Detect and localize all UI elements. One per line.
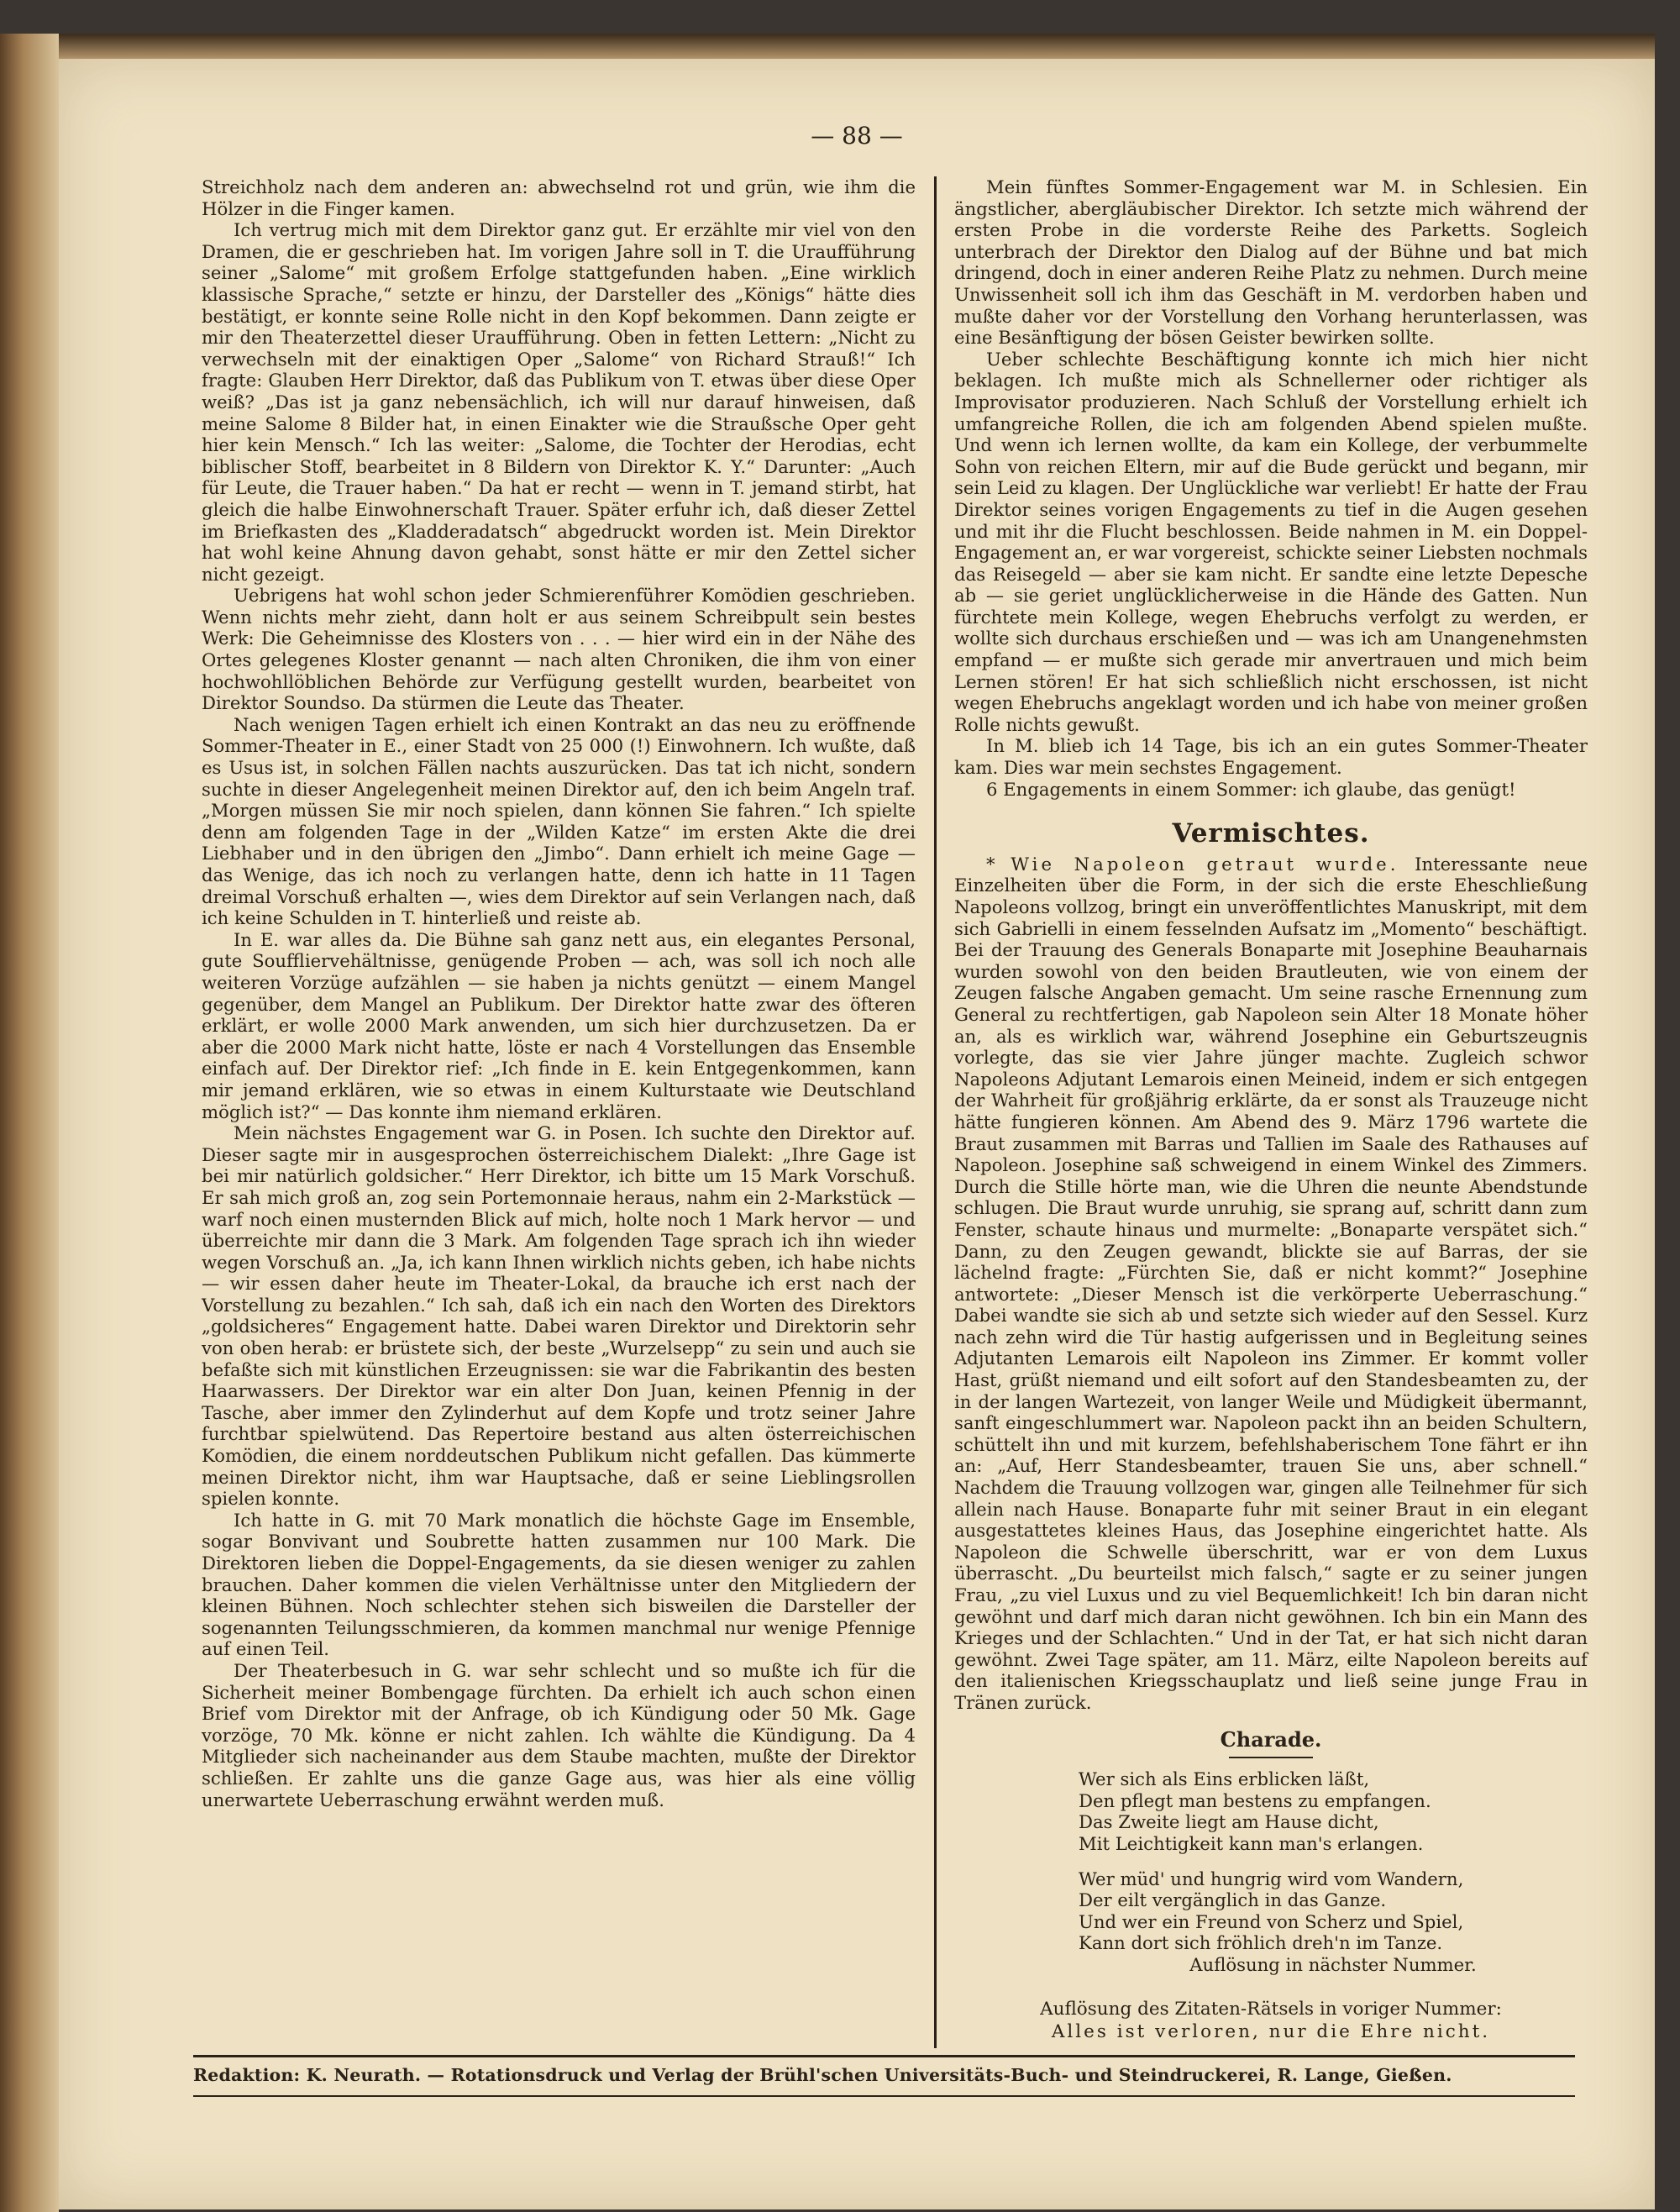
riddle-resolution <box>954 1998 1588 2043</box>
footer-rule <box>193 2055 1575 2057</box>
paragraph: Ueber schlechte Beschäftigung konnte ich mich hier nicht beklagen. Ich mußte mich als Schnellerner oder richtiger als Improvisator produzieren. Nach Schluß der Vorstellung erhielt ich umfangreiche Rollen, die ich am folgenden Abend spielen mußte. Und wenn ich lernen wollte, da kam ein Kollege, der verbummelte Sohn von reichen Eltern, mir auf die Bude gerückt und begann, mir sein Leid zu klagen. Der Unglückliche war verliebt! Er hatte der Frau Direktor seines vorigen Engagements zu tief in die Augen gesehen und mit ihr die Flucht beschlossen. Beide nahmen in M. ein Doppel-Engagement an, er war vorgereist, schickte seiner Liebsten nochmals das Reisegeld — aber sie kam nicht. Er sandte eine letzte Depesche ab — sie geriet unglücklicherweise in die Hände des Gatten. Nun fürchtete mein Kollege, wegen Ehebruchs verfolgt zu werden, er wollte sich durchaus erschießen und — was ich am Unangenehmsten empfand — er mußte sich gerade mir anvertrauen und mich beim Lernen stören! Er hat sich schließlich nicht erschossen, ist nicht wegen Ehebruchs angeklagt worden und ich habe von meiner großen Rolle nichts gewußt. <box>954 348 1588 735</box>
charade-poem <box>1047 1768 1588 1975</box>
right-column <box>954 176 1588 2043</box>
article-headline: Wie Napoleon getraut wurde. <box>1011 853 1399 875</box>
page-number: — 88 — <box>811 122 903 150</box>
paragraph: Nach wenigen Tagen erhielt ich einen Kontrakt an das neu zu eröffnende Sommer-Theater in E., einer Stadt von 25 000 (!) Einwohnern. Ich wußte, daß es Usus ist, in solchen Fällen nachts auszurücken. Das tat ich nicht, sondern suchte in dieser Angelegenheit meinen Direktor auf, den ich beim Angeln traf. „Morgen müssen Sie mir noch spielen, dann können Sie fahren.“ Ich spielte denn am folgenden Tage in der „Wilden Katze“ im ersten Akte die drei Liebhaber und in den übrigen den „Jimbo“. Dann erhielt ich meine Gage — das Wenige, das ich noch zu verlangen hatte, denn ich hatte in 11 Tagen dreimal Vorschuß erhalten —, wies dem Direktor auf sein Verlangen nach, daß ich keine Schulden in T. hinterließ und reiste ab. <box>202 713 916 929</box>
poem-stanza <box>1047 1868 1588 1976</box>
paragraph: Streichholz nach dem anderen an: abwechselnd rot und grün, wie ihm die Hölzer in die Finger kamen. <box>202 176 916 219</box>
imprint-footer: Redaktion: K. Neurath. — Rotationsdruck und Verlag der Brühl'schen Universitäts-Buch- und Steindruckerei, R. Lange, Gießen. <box>193 2065 1452 2085</box>
paragraph: Mein nächstes Engagement war G. in Posen. Ich suchte den Direktor auf. Dieser sagte mir in ausgesprochen österreichischem Dialekt: „Ihre Gage ist bei mir natürlich goldsicher.“ Herr Direktor, ich bitte um 15 Mark Vorschuß. Er sah mich groß an, zog sein Portemonnaie heraus, nahm ein 2-Markstück — warf noch einen musternden Blick auf mich, holte noch 1 Mark hervor — und überreichte mir dann die 3 Mark. Am folgenden Tage sprach ich ihn wieder wegen Vorschuß an. „Ja, ich kann Ihnen wirklich nichts geben, ich habe nichts — wir essen daher heute im Theater-Lokal, da brauche ich erst nach der Vorstellung zu bezahlen.“ Ich sah, daß ich ein nach den Worten des Direktors „goldsicheres“ Engagement hatte. Dabei waren Direktor und Direktorin sehr von oben herab: er brüstete sich, der beste „Wurzelsepp“ zu sein und auch sie befaßte sich mit künstlichen Erzeugnissen: sie war die Fabrikantin des besten Haarwassers. Der Direktor war ein alter Don Juan, keinen Pfennig in der Tasche, aber immer den Zylinderhut auf dem Kopfe und trotz seiner Jahre furchtbar spielwütend. Das Repertoire bestand aus alten österreichischen Komödien, die einem norddeutschen Publikum nicht gefallen. Das kümmerte meinen Direktor nicht, ihm war Hauptsache, daß er seine Lieblingsrollen spielen konnte. <box>202 1122 916 1510</box>
paragraph: Mein fünftes Sommer-Engagement war M. in Schlesien. Ein ängstlicher, abergläubischer Direktor. Ich setzte mich während der ersten Probe in die vorderste Reihe des Parketts. Sogleich unterbrach der Direktor den Dialog auf der Bühne und bat mich dringend, doch in einer anderen Reihe Platz zu nehmen. Durch meine Unwissenheit soll ich ihm das Geschäft in M. verdorben haben und mußte daher vor der Vorstellung den Vorhang herunterlassen, was eine Besänftigung der bösen Geister bewirken sollte. <box>954 176 1588 349</box>
page-edge-left <box>0 34 59 2212</box>
paragraph: In E. war alles da. Die Bühne sah ganz nett aus, ein elegantes Personal, gute Souffliervehältnisse, genügende Proben — ach, was soll ich noch alle weiteren Vorzüge aufzählen — sie haben ja nichts genützt — einem Mangel gegenüber, dem Mangel an Publikum. Der Direktor hatte zwar des öfteren erklärt, er wolle 2000 Mark anwenden, um sich hier durchzusetzen. Da er aber die 2000 Mark nicht hatte, löste er nach 4 Vorstellungen das Ensemble einfach auf. Der Direktor rief: „Ich finde in E. kein Entgegenkommen, kann mir jemand erklären, wie so etwas in einem Kulturstaate wie Deutschland möglich ist?“ — Das konnte ihm niemand erklären. <box>202 928 916 1122</box>
poem-line: Wer müd' und hungrig wird vom Wandern, <box>1079 1868 1464 1889</box>
section-title: Vermischtes. <box>1172 818 1370 849</box>
paragraph: Der Theaterbesuch in G. war sehr schlecht und so mußte ich für die Sicherheit meiner Bombengage fürchten. Da erhielt ich auch schon einen Brief vom Direktor mit der Anfrage, ob ich Kündigung oder 50 Mk. Gage vorzöge, 70 Mk. könne er nicht zahlen. Ich wählte die Kündigung. Da 4 Mitglieder sich nacheinander aus dem Staube machten, mußte der Direktor schließen. Er zahlte uns die ganze Gage aus, was hier als eine völlig unerwartete Ueberraschung erwähnt werden muß. <box>202 1659 916 1810</box>
paragraph: Ich vertrug mich mit dem Direktor ganz gut. Er erzählte mir viel von den Dramen, die er geschrieben hat. Im vorigen Jahre soll in T. die Uraufführung seiner „Salome“ mit großem Erfolge stattgefunden haben. „Eine wirklich klassische Sprache,“ setzte er hinzu, der Darsteller des „Königs“ hätte dies bestätigt, er konnte seine Rolle nicht in den Kopf bekommen. Dann zeigte er mir den Theaterzettel dieser Uraufführung. Oben in fetten Lettern: „Nicht zu verwechseln mit der einaktigen Oper „Salome“ von Richard Strauß!“ Ich fragte: Glauben Herr Direktor, daß das Publikum von T. etwas über diese Oper weiß? „Das ist ja ganz nebensächlich, ich will nur darauf hinweisen, daß meine Salome 8 Bilder hat, in einen Einakter wie die Straußsche Oper geht hier kein Mensch.“ Ich las weiter: „Salome, die Tochter der Herodias, echt biblischer Stoff, bearbeitet in 8 Bildern von Direktor K. Y.“ Darunter: „Auch für Leute, die Trauer haben.“ Da hat er recht — wenn in T. jemand stirbt, hat gleich die halbe Einwohnerschaft Trauer. Später erfuhr ich, daß dieser Zettel im Briefkasten des „Kladderadatsch“ abgedruckt worden ist. Mein Direktor hat wohl keine Ahnung davon gehabt, sonst hätte er mir den Zettel sicher nicht gezeigt. <box>202 219 916 585</box>
poem-line: Mit Leichtigkeit kann man's erlangen. <box>1079 1832 1424 1854</box>
poem-line: Das Zweite liegt am Hause dicht, <box>1079 1811 1379 1833</box>
title-rule <box>1229 1757 1313 1758</box>
miscellany-article: * Wie Napoleon getraut wurde. Interessante neue Einzelheiten über die Form, in der sich die erste Eheschließung Napoleons vollzog, bringt ein unveröffentlichtes Manuskript, mit dem sich Gabrielli in einem fesselnden Aufsatz im „Momento“ beschäftigt. Bei der Trauung des Generals Bonaparte mit Josephine Beauharnais wurden sowohl von den beiden Brautleuten, wie von einem der Zeugen falsche Angaben gemacht. Um seine rasche Ernennung zum General zu rechtfertigen, gab Napoleon sein Alter 18 Monate höher an, als es wirklich war, während Josephine ein Geburtszeugnis vorlegte, das sie vier Jahre jünger machte. Zugleich schwor Napoleons Adjutant Lemarois einen Meineid, indem er sich entgegen der Wahrheit für großjährig erklärte, da er sonst als Trauzeuge nicht hätte fungieren können. Am Abend des 9. März 1796 wartete die Braut zusammen mit Barras und Tallien im Saale des Rathauses auf Napoleon. Josephine saß schweigend in einem Winkel des Zimmers. Durch die Stille hörte man, wie die Uhren die neunte Abendstunde schlugen. Die Braut wurde unruhig, sie sprang auf, schritt dann zum Fenster, schaute hinaus und murmelte: „Bonaparte verspätet sich.“ Dann, zu den Zeugen gewandt, blickte sie auf Barras, der sie lächelnd fragte: „Fürchten Sie, daß er nicht kommt?“ Josephine antwortete: „Dieser Mensch ist die verkörperte Ueberraschung.“ Dabei wandte sie sich ab und setzte sich wieder auf den Sessel. Kurz nach zehn wird die Tür hastig aufgerissen und in Begleitung seines Adjutanten Lemarois eilt Napoleon ins Zimmer. Er kommt voller Hast, grüßt niemand und eilt sofort auf den Standesbeamten zu, der in der langen Wartezeit, von langer Weile und Müdigkeit übermannt, sanft eingeschlummert war. Napoleon packt ihn an beiden Schultern, schüttelt ihn und mit kurzem, befehlshaberischem Tone fährt er ihn an: „Auf, Herr Standesbeamter, trauen Sie uns, aber schnell.“ Nachdem die Trauung vollzogen war, gingen alle Teilnehmer für sich allein nach Hause. Bonaparte fuhr mit seiner Braut in ein elegant ausgestattetes kleines Haus, das Josephine eingerichtet hatte. Als Napoleon die Schwelle überschritt, war er von dem Luxus überrascht. „Du beurteilst mich falsch,“ sagte er zu seiner jungen Frau, „zu viel Luxus und zu viel Bequemlichkeit! Ich bin daran nicht gewöhnt und darf mich daran nicht gewöhnen. Ich bin ein Mann des Krieges und der Schlachten.“ Und in der Tat, er hat sich nicht daran gewöhnt. Zwei Tage später, am 11. März, eilte Napoleon bereits auf den italienischen Kriegsschauplatz und ließ seine junge Frau in Tränen zurück. <box>954 853 1588 1713</box>
paragraph: In M. blieb ich 14 Tage, bis ich an ein gutes Sommer-Theater kam. Dies war mein sechstes Engagement. <box>954 735 1588 779</box>
poem-line: Wer sich als Eins erblicken läßt, <box>1079 1768 1370 1790</box>
poem-line: Den pflegt man bestens zu empfangen. <box>1079 1789 1431 1811</box>
footer-rule <box>193 2095 1575 2097</box>
poem-line: Der eilt vergänglich in das Ganze. <box>1079 1889 1387 1911</box>
resolution-answer: Alles ist verloren, nur die Ehre nicht. <box>1051 2020 1491 2042</box>
article-text: Interessante neue Einzelheiten über die Form, in der sich die erste Eheschließung Napoleons vollzog, bringt ein unveröffentlichtes Manuskript, mit dem sich Gabrielli in einem fesselnden Aufsatz im „Momento“ beschäftigt. Bei der Trauung des Generals Bonaparte mit Josephine Beauharnais wurden sowohl von den beiden Brautleuten, wie von einem der Zeugen falsche Angaben gemacht. Um seine rasche Ernennung zum General zu rechtfertigen, gab Napoleon sein Alter 18 Monate höher an, als es wirklich war, während Josephine ein Geburtszeugnis vorlegte, das sie vier Jahre jünger machte. Zugleich schwor Napoleons Adjutant Lemarois einen Meineid, indem er sich entgegen der Wahrheit für großjährig erklärte, da er sonst als Trauzeuge nicht hätte fungieren können. Am Abend des 9. März 1796 wartete die Braut zusammen mit Barras und Tallien im Saale des Rathauses auf Napoleon. Josephine saß schweigend in einem Winkel des Zimmers. Durch die Stille hörte man, wie die Uhren die neunte Abendstunde schlugen. Die Braut wurde unruhig, sie sprang auf, schritt dann zum Fenster, schaute hinaus und murmelte: „Bonaparte verspätet sich.“ Dann, zu den Zeugen gewandt, blickte sie auf Barras, der sie lächelnd fragte: „Fürchten Sie, daß er nicht kommt?“ Josephine antwortete: „Dieser Mensch ist die verkörperte Ueberraschung.“ Dabei wandte sie sich ab und setzte sich wieder auf den Sessel. Kurz nach zehn wird die Tür hastig aufgerissen und in Begleitung seines Adjutanten Lemarois eilt Napoleon ins Zimmer. Er kommt voller Hast, grüßt niemand und eilt sofort auf den Standesbeamten zu, der in der langen Wartezeit, von langer Weile und Müdigkeit übermannt, sanft eingeschlummert war. Napoleon packt ihn an beiden Schultern, schüttelt ihn und mit kurzem, befehlshaberischem Tone fährt er ihn an: „Auf, Herr Standesbeamter, trauen Sie uns, aber schnell.“ Nachdem die Trauung vollzogen war, gingen alle Teilnehmer für sich allein nach Hause. Bonaparte fuhr mit seiner Braut in ein elegant ausgestattetes kleines Haus, das Josephine eingerichtet hatte. Als Napoleon die Schwelle überschritt, war er von dem Luxus überrascht. „Du beurteilst mich falsch,“ sagte er zu seiner jungen Frau, „zu viel Luxus und zu viel Bequemlichkeit! Ich bin daran nicht gewöhnt und darf mich daran nicht gewöhnen. Ich bin ein Mann des Krieges und der Schlachten.“ Und in der Tat, er hat sich nicht daran gewöhnt. Zwei Tage später, am 11. März, eilte Napoleon bereits auf den italienischen Kriegsschauplatz und ließ seine junge Frau in Tränen zurück. <box>954 853 1588 1713</box>
paragraph: Uebrigens hat wohl schon jeder Schmierenführer Komödien geschrieben. Wenn nichts mehr zieht, dann holt er aus seinem Schreibpult sein bestes Werk: Die Geheimnisse des Klosters von . . . — hier wird ein in der Nähe des Ortes gelegenes Kloster genannt — nach alten Chroniken, die ihm von einer hochwohllöblichen Behörde zur Verfügung gestellt wurden, bearbeitet von Direktor Soundso. Da stürmen die Leute das Theater. <box>202 585 916 714</box>
poem-stanza <box>1047 1768 1588 1854</box>
poem-line: Und wer ein Freund von Scherz und Spiel, <box>1079 1910 1464 1932</box>
poem-line: Kann dort sich fröhlich dreh'n im Tanze. <box>1079 1932 1443 1954</box>
charade-title: Charade. <box>1220 1726 1322 1752</box>
page-edge-top <box>34 34 1655 59</box>
column-divider <box>934 176 937 2048</box>
paragraph: Ich hatte in G. mit 70 Mark monatlich die höchste Gage im Ensemble, sogar Bonvivant und Soubrette hatten zusammen nur 100 Mark. Die Direktoren lieben die Doppel-Engagements, da sie diesen weniger zu zahlen brauchen. Daher kommen die vielen Verhältnisse unter den Mitgliedern der kleinen Bühnen. Noch schlechter stehen sich bisweilen die Darsteller der sogenannten Teilungsschmieren, da kommen manchmal nur wenige Pfennige auf einen Teil. <box>202 1509 916 1660</box>
paragraph: 6 Engagements in einem Sommer: ich glaube, das genügt! <box>986 778 1516 800</box>
newspaper-page <box>59 59 1655 2209</box>
left-column <box>202 176 916 1810</box>
charade-answer-note: Auflösung in nächster Nummer. <box>1189 1953 1477 1975</box>
resolution-title: Auflösung des Zitaten-Rätsels in voriger Nummer: <box>1040 1998 1502 2020</box>
